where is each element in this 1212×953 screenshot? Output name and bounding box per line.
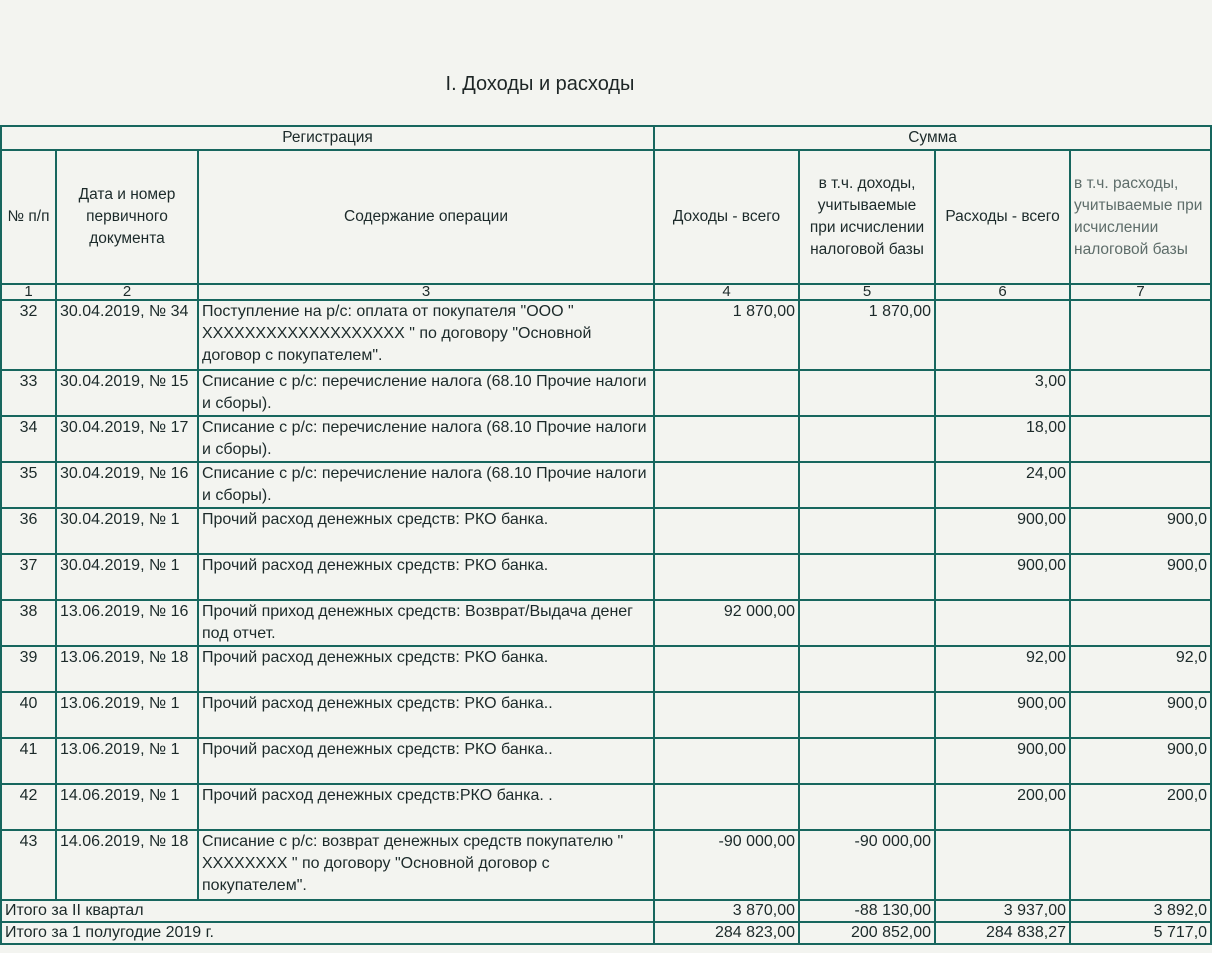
table-row — [1, 508, 1211, 554]
row-expense-total: 900,00 — [935, 508, 1070, 554]
total-income-tax-base: -88 130,00 — [799, 900, 935, 922]
header-col-date: Дата и номер первичного документа — [56, 150, 198, 284]
row-expense-total: 3,00 — [935, 370, 1070, 416]
row-expense-total — [935, 600, 1070, 646]
header-col-income-tax: в т.ч. доходы, учитываемые при исчислении налоговой базы — [799, 150, 935, 284]
row-income-tax-base — [799, 554, 935, 600]
row-number: 42 — [1, 784, 56, 830]
row-income-tax-base — [799, 784, 935, 830]
total-income-tax-base: 200 852,00 — [799, 922, 935, 944]
row-income-total — [654, 416, 799, 462]
row-income-total — [654, 784, 799, 830]
row-document-date: 30.04.2019, № 34 — [56, 300, 198, 370]
row-income-tax-base — [799, 600, 935, 646]
total-income: 3 870,00 — [654, 900, 799, 922]
row-number: 43 — [1, 830, 56, 900]
table-header — [1, 126, 1211, 300]
row-expense-tax-base: 900,0 — [1070, 692, 1211, 738]
row-expense-tax-base — [1070, 300, 1211, 370]
row-expense-total: 900,00 — [935, 738, 1070, 784]
row-income-tax-base: -90 000,00 — [799, 830, 935, 900]
row-document-date: 30.04.2019, № 1 — [56, 508, 198, 554]
row-document-date: 14.06.2019, № 1 — [56, 784, 198, 830]
header-columns-row — [1, 150, 1211, 284]
table-row — [1, 462, 1211, 508]
header-col-content: Содержание операции — [198, 150, 654, 284]
row-expense-tax-base: 900,0 — [1070, 554, 1211, 600]
row-document-date: 13.06.2019, № 18 — [56, 646, 198, 692]
row-income-tax-base — [799, 692, 935, 738]
table-row — [1, 416, 1211, 462]
row-income-total — [654, 646, 799, 692]
row-income-tax-base — [799, 738, 935, 784]
row-income-total — [654, 508, 799, 554]
row-operation-content: Списание с р/с: перечисление налога (68.10 Прочие налоги и сборы). — [198, 370, 654, 416]
row-income-tax-base — [799, 646, 935, 692]
row-income-tax-base — [799, 508, 935, 554]
row-number: 36 — [1, 508, 56, 554]
table-row — [1, 784, 1211, 830]
column-number: 3 — [198, 284, 654, 300]
row-operation-content: Прочий расход денежных средств: РКО банка. — [198, 554, 654, 600]
column-number: 2 — [56, 284, 198, 300]
row-operation-content: Прочий приход денежных средств: Возврат/Выдача денег под отчет. — [198, 600, 654, 646]
column-number: 6 — [935, 284, 1070, 300]
row-number: 40 — [1, 692, 56, 738]
row-number: 32 — [1, 300, 56, 370]
row-number: 33 — [1, 370, 56, 416]
row-expense-total — [935, 300, 1070, 370]
header-col-income-total: Доходы - всего — [654, 150, 799, 284]
row-number: 39 — [1, 646, 56, 692]
table-row — [1, 300, 1211, 370]
row-income-tax-base: 1 870,00 — [799, 300, 935, 370]
row-income-total — [654, 462, 799, 508]
total-income: 284 823,00 — [654, 922, 799, 944]
row-income-tax-base — [799, 416, 935, 462]
table-row — [1, 692, 1211, 738]
row-operation-content: Списание с р/с: перечисление налога (68.10 Прочие налоги и сборы). — [198, 462, 654, 508]
row-expense-total: 200,00 — [935, 784, 1070, 830]
header-sum: Сумма — [654, 126, 1211, 150]
row-income-tax-base — [799, 370, 935, 416]
column-number: 4 — [654, 284, 799, 300]
row-expense-total: 18,00 — [935, 416, 1070, 462]
column-number: 1 — [1, 284, 56, 300]
row-expense-tax-base — [1070, 600, 1211, 646]
row-number: 41 — [1, 738, 56, 784]
row-operation-content: Прочий расход денежных средств: РКО банка. — [198, 646, 654, 692]
row-number: 34 — [1, 416, 56, 462]
header-col-expense-tax: в т.ч. расходы, учитываемые при исчислении налоговой базы — [1070, 150, 1211, 284]
total-expense: 284 838,27 — [935, 922, 1070, 944]
row-operation-content: Прочий расход денежных средств: РКО банка. — [198, 508, 654, 554]
column-number: 7 — [1070, 284, 1211, 300]
column-number-row — [1, 284, 1211, 300]
row-operation-content: Списание с р/с: возврат денежных средств покупателю " ХХХХХХХХ " по договору "Основной договор с покупателем". — [198, 830, 654, 900]
row-operation-content: Списание с р/с: перечисление налога (68.10 Прочие налоги и сборы). — [198, 416, 654, 462]
row-income-total: -90 000,00 — [654, 830, 799, 900]
row-document-date: 14.06.2019, № 18 — [56, 830, 198, 900]
row-operation-content: Прочий расход денежных средств: РКО банка.. — [198, 738, 654, 784]
row-expense-tax-base: 200,0 — [1070, 784, 1211, 830]
row-expense-tax-base — [1070, 370, 1211, 416]
total-label: Итого за II квартал — [1, 900, 654, 922]
row-document-date: 30.04.2019, № 1 — [56, 554, 198, 600]
row-income-total: 1 870,00 — [654, 300, 799, 370]
row-operation-content: Прочий расход денежных средств: РКО банка.. — [198, 692, 654, 738]
row-expense-tax-base: 92,0 — [1070, 646, 1211, 692]
total-expense-tax-base: 3 892,0 — [1070, 900, 1211, 922]
row-expense-tax-base — [1070, 416, 1211, 462]
row-expense-total: 24,00 — [935, 462, 1070, 508]
header-registration: Регистрация — [1, 126, 654, 150]
page-title: I. Доходы и расходы — [445, 73, 635, 95]
row-income-total — [654, 370, 799, 416]
row-document-date: 13.06.2019, № 1 — [56, 692, 198, 738]
row-document-date: 30.04.2019, № 16 — [56, 462, 198, 508]
column-number: 5 — [799, 284, 935, 300]
total-label: Итого за 1 полугодие 2019 г. — [1, 922, 654, 944]
table-row — [1, 600, 1211, 646]
row-document-date: 13.06.2019, № 1 — [56, 738, 198, 784]
header-group-row — [1, 126, 1211, 150]
row-expense-tax-base — [1070, 462, 1211, 508]
total-expense-tax-base: 5 717,0 — [1070, 922, 1211, 944]
row-document-date: 30.04.2019, № 15 — [56, 370, 198, 416]
row-operation-content: Прочий расход денежных средств:РКО банка. . — [198, 784, 654, 830]
row-income-total — [654, 554, 799, 600]
row-number: 35 — [1, 462, 56, 508]
income-expense-table — [0, 125, 1212, 945]
row-document-date: 30.04.2019, № 17 — [56, 416, 198, 462]
table-row — [1, 554, 1211, 600]
row-income-tax-base — [799, 462, 935, 508]
total-row — [1, 922, 1211, 944]
table-row — [1, 646, 1211, 692]
row-income-total — [654, 692, 799, 738]
row-number: 37 — [1, 554, 56, 600]
row-expense-tax-base — [1070, 830, 1211, 900]
header-col-no: № п/п — [1, 150, 56, 284]
row-expense-tax-base: 900,0 — [1070, 738, 1211, 784]
row-document-date: 13.06.2019, № 16 — [56, 600, 198, 646]
row-expense-tax-base: 900,0 — [1070, 508, 1211, 554]
row-expense-total: 900,00 — [935, 692, 1070, 738]
table-row — [1, 370, 1211, 416]
header-col-expense-total: Расходы - всего — [935, 150, 1070, 284]
table-row — [1, 738, 1211, 784]
row-expense-total: 900,00 — [935, 554, 1070, 600]
row-income-total: 92 000,00 — [654, 600, 799, 646]
row-operation-content: Поступление на р/с: оплата от покупателя "ООО " ХХХХХХХХХХХХХХХХХХХ " по договору "Основной договор с покупателем". — [198, 300, 654, 370]
row-expense-total — [935, 830, 1070, 900]
row-number: 38 — [1, 600, 56, 646]
total-row — [1, 900, 1211, 922]
table-row — [1, 830, 1211, 900]
total-expense: 3 937,00 — [935, 900, 1070, 922]
row-income-total — [654, 738, 799, 784]
table-body — [1, 300, 1211, 944]
row-expense-total: 92,00 — [935, 646, 1070, 692]
